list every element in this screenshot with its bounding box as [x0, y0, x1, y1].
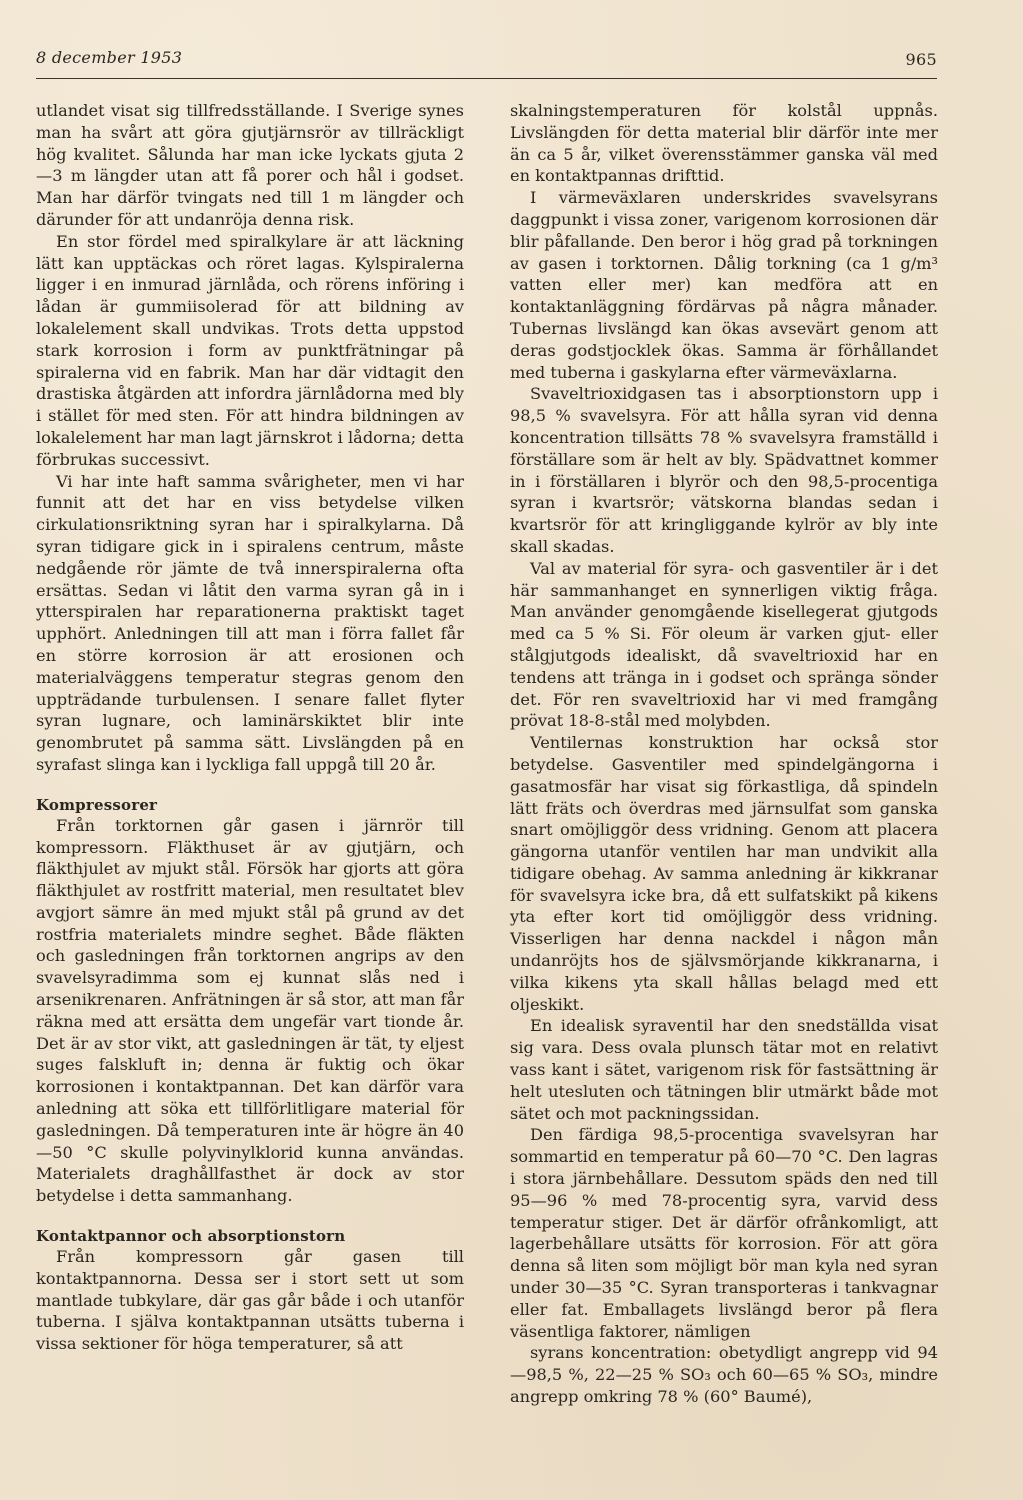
paragraph: En idealisk syraventil har den snedställda visat sig vara. Dess ovala plunsch tätar mot en relativt vass kant i sätet, varigenom risk för fastsättning är helt utesluten och tätningen blir utmärkt både mot sätet och mot packningssidan. — [510, 1016, 938, 1123]
paragraph: Den färdiga 98,5-procentiga svavelsyran har sommartid en temperatur på 60—70 °C. Den lagras i stora järnbehållare. Dessutom späds den ned till 95—96 % med 78-procentig syra, varvid dess temperatur stiger. Det är därför ofrånkomligt, att lagerbehållare utsätts för korrosion. För att göra denna så liten som möjligt bör man kyla ned syran under 30—35 °C. Syran transporteras i tankvagnar eller fat. Emballagets livslängd beror på flera väsentliga faktorer, nämligen — [510, 1125, 938, 1341]
paragraph: skalningstemperaturen för kolstål uppnås. Livslängden för detta material blir därför inte mer än ca 5 år, vilket överensstämmer ganska väl med en kontaktpannas drifttid. — [510, 101, 938, 186]
paragraph: utlandet visat sig tillfredsställande. I Sverige synes man ha svårt att göra gjutjärnsrör av tillräckligt hög kvalitet. Sålunda har man icke lyckats gjuta 2—3 m längder utan att få porer och hål i godset. Man har därför tvingats ned till 1 m längder och därunder för att undanröja denna risk. — [36, 101, 464, 229]
paragraph: Svaveltrioxidgasen tas i absorptionstorn upp i 98,5 % svavelsyra. För att hålla syran vid denna koncentration tillsätts 78 % svavelsyra framställd i förställare som är helt av bly. Spädvattnet kommer in i förställaren i blyrör och den 98,5-procentiga syran i kvartsrör; vätskorna blandas sedan i kvartsrör för att kringliggande kylrör av bly inte skall skadas. — [510, 384, 938, 556]
paragraph: Från torktornen går gasen i järnrör till kompressorn. Fläkthuset är av gjutjärn, och fläkthjulet av mjukt stål. Försök har gjorts att göra fläkthjulet av rostfritt material, men resultatet blev avgjort sämre än med mjukt stål på grund av det rostfria materialets mindre seghet. Både fläkten och gasledningen från torktornen angrips av den svavelsyradimma som ej kunnat slås ned i arsenikrenaren. Anfrätningen är så stor, att man får räkna med att ersätta dem ungefär vart tionde år. Det är av stor vikt, att gasledningen är tät, ty eljest suges falskluft in; denna är fuktig och ökar korrosionen i kontaktpannan. Det kan därför vara anledning att söka ett tillförlitligare material för gasledningen. Då temperaturen inte är högre än 40—50 °C skulle polyvinylklorid kunna användas. Materialets draghållfasthet är dock av stor betydelse i detta sammanhang. — [36, 815, 464, 1206]
left-column — [36, 100, 464, 1355]
paragraph: Från kompressorn går gasen till kontaktpannorna. Dessa ser i stort sett ut som mantlade tubkylare, där gas går både i och utanför tuberna. I själva kontaktpannan utsätts tuberna i vissa sektioner för höga temperaturer, så att — [36, 1247, 464, 1354]
paragraph: I värmeväxlaren underskrides svavelsyrans daggpunkt i vissa zoner, varigenom korrosionen där blir påfallande. Den beror i hög grad på torkningen av gasen i torktornen. Dålig torkning (ca 1 g/m³ vatten eller mer) kan medföra att en kontaktanläggning fördärvas på några månader. Tubernas livslängd kan ökas avsevärt genom att deras godstjocklek ökas. Samma är förhållandet med tuberna i gaskylarna efter värmeväxlarna. — [510, 188, 938, 382]
header-date: 8 december 1953 — [36, 48, 183, 67]
section-heading-kompressorer: Kompressorer — [36, 795, 158, 814]
paragraph: Vi har inte haft samma svårigheter, men vi har funnit att det har en viss betydelse vilken cirkulationsriktning syran har i spiralkylarna. Då syran tidigare gick in i spiralens centrum, måste nedgående rör jämte de två innerspiralerna ofta ersättas. Sedan vi låtit den varma syran gå in i ytterspiralen har reparationerna praktiskt taget upphört. Anledningen till att man i förra fallet får en större korrosion är att erosionen och materialväggens temperatur stegras genom den uppträdande turbulensen. I senare fallet flyter syran lugnare, och laminärskiktet blir inte genombrutet på samma sätt. Livslängden på en syrafast slinga kan i lyckliga fall uppgå till 20 år. — [36, 471, 464, 774]
paragraph: Ventilernas konstruktion har också stor betydelse. Gasventiler med spindelgängorna i gasatmosfär har visat sig förkastliga, då spindeln lätt fräts och överdras med järnsulfat som ganska snart omöjliggör dess vridning. Genom att placera gängorna utanför ventilen har man undvikit alla tidigare obehag. Av samma anledning är kikkranar för svavelsyra icke bra, då ett sulfatskikt på kikens yta efter kort tid omöjliggör dess vridning. Visserligen har denna nackdel i någon mån undanröjts hos de självsmörjande kikkranarna, i vilka kikens yta skall hållas belagd med ett oljeskikt. — [510, 733, 938, 1014]
paragraph: En stor fördel med spiralkylare är att läckning lätt kan upptäckas och röret lagas. Kylspiralerna ligger i en inmurad järnlåda, och rörens införing i lådan är gummiisolerad för att bildning av lokalelement skall undvikas. Trots detta uppstod stark korrosion i form av punktfrätningar på spiralerna vid en fabrik. Man har där vidtagit den drastiska åtgärden att infordra järnlådorna med bly i stället för med sten. För att hindra bildningen av lokalelement har man lagt järnskrot i lådorna; detta förbrukas successivt. — [36, 231, 464, 469]
right-column — [510, 100, 938, 1408]
section-heading-kontaktpannor: Kontaktpannor och absorptionstorn — [36, 1227, 346, 1246]
paragraph: Val av material för syra- och gasventiler är i det här sammanhanget en synnerligen viktig fråga. Man använder genomgående kisellegerat gjutgods med ca 5 % Si. För oleum är varken gjut- eller stålgjutgods idealiskt, då svaveltrioxid har en tendens att tränga in i godset och spränga sönder det. För ren svaveltrioxid har vi med framgång prövat 18-8-stål med molybden. — [510, 558, 938, 731]
running-header — [36, 44, 937, 79]
paragraph: syrans koncentration: obetydligt angrepp vid 94—98,5 %, 22—25 % SO₃ och 60—65 % SO₃, mindre angrepp omkring 78 % (60° Baumé), — [510, 1343, 938, 1407]
page-number: 965 — [905, 50, 937, 69]
